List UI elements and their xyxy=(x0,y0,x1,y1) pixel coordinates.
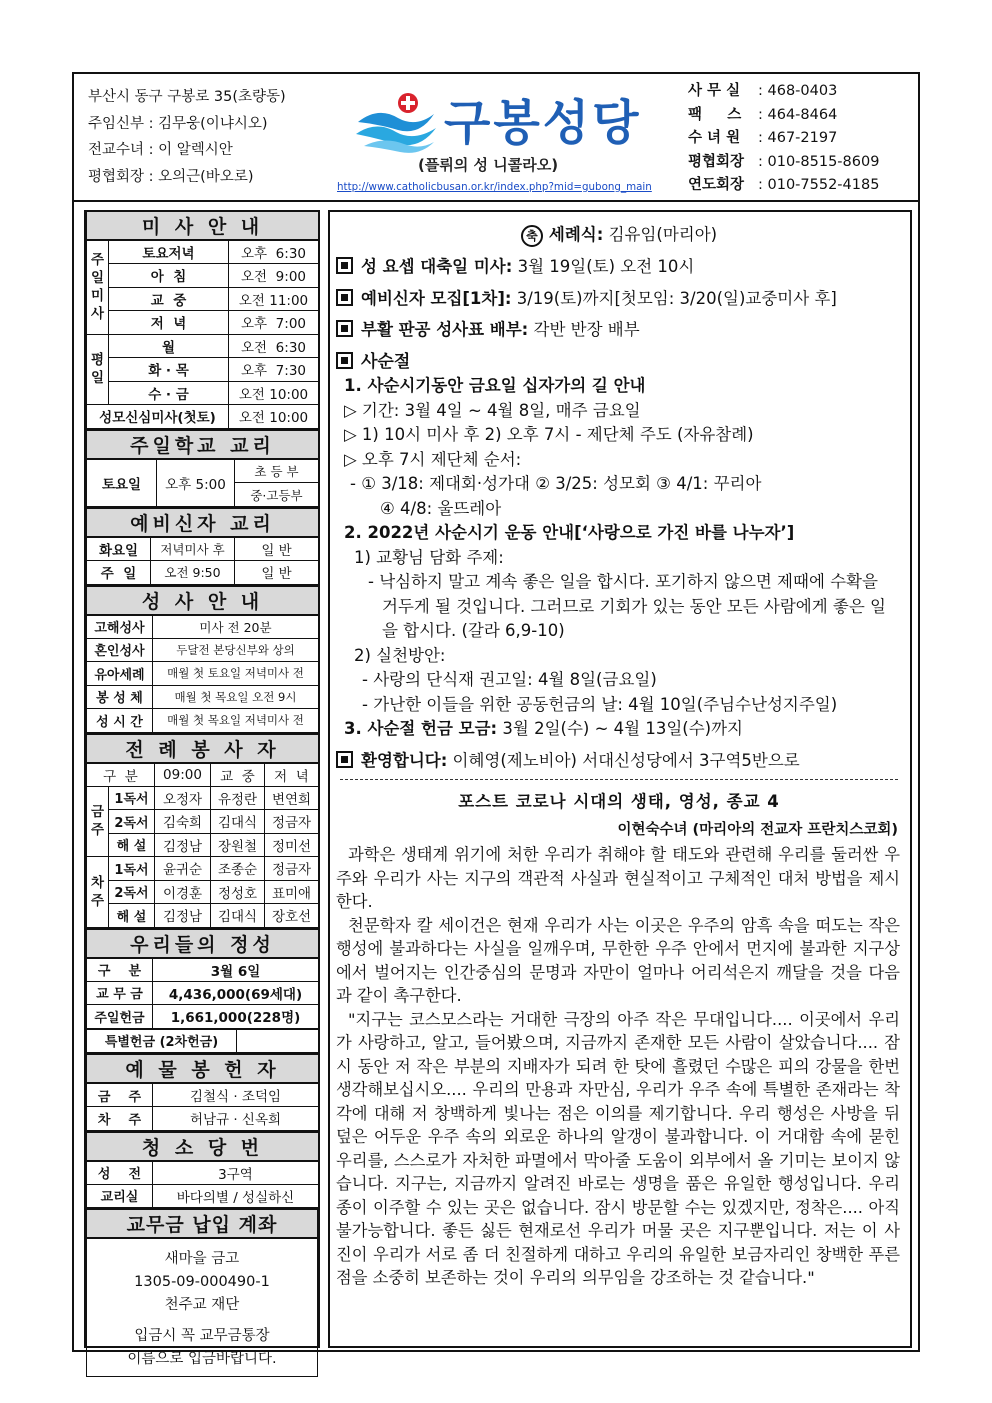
next-week-label: 차주 xyxy=(87,857,109,928)
contact-fax: 팩 스 : 464-8464 xyxy=(688,106,838,123)
offering-table: 우리들의 정성 구 분 3월 6일 교 무 금 4,436,000(69세대) 주일헌금 1,661,000(228명) xyxy=(86,928,319,1029)
contact-council: 평협회장 : 010-8515-8609 xyxy=(688,153,880,170)
special-offering-table: 특별헌금 (2차헌금) xyxy=(86,1029,319,1054)
section-title-sunday-school: 주일학교 교리 xyxy=(87,430,319,459)
article-body: 과학은 생태계 위기에 처한 우리가 취해야 할 태도와 관련해 우리를 둘러싼 우주와 우리가 사는 지구의 객관적 사실과 현실적이고 구체적인 대처 방법을 제시한다. 천문학자 칼 세이건은 현재 우리가 사는 이곳은 우주의 암흑 속을 떠도는 작은 행성에 불과하다는 사실을 일깨우며, 무한한 우주 안에서 먼지에 불과한 지구상에서 벌어지는 인간중심의 문명과 자만이 얼마나 어리석은지 깨달을 것을 다음과 같이 촉구한다. "지구는 코스모스라는 거대한 극장의 아주 작은 무대입니다.... 이곳에서 우리가 사랑하고, 알고, 들어봤으며, 지금까지 존재한 모든 사람이 살았습니다.... 잠시 동안 저 작은 부분의 지배자가 되려 한 탓에 흘렸던 수많은 피의 강물을 한번 생각해보십시오.... 우리의 만용과 자만심, 우리가 우주 속에 특별한 존재라는 착각에 대해 저 창백하게 빛나는 점은 이의를 제기합니다. 우리 행성은 사방을 뒤덮은 어두운 우주 속의 외로운 하나의 알갱이 불과합니다. 이 거대함 속에 묻힌 우리를, 스스로가 자처한 파멸에서 막아줄 도움이 외부에서 올 기미는 보이지 않습니다. 지구는, 지금까지 알려진 바로는 생명을 품은 유일한 행성입니다. 우리 종이 이주할 수 있는 곳은 없습니다. 잠시 방문할 수는 있겠지만, 정착은.... 아직 불가능합니다. 좋든 싫든 현재로선 우리가 머물 곳은 지구뿐입니다. 저는 이 사진이 우리가 서로 좀 더 친절하게 대하고 우리의 유일한 보금자리인 창백한 푸른 점을 소중히 보존하는 것이 우리의 의무임을 강조하는 것 같습니다." xyxy=(336,845,900,1287)
section-title-mass: 미 사 안 내 xyxy=(87,212,319,240)
parish-url-link[interactable]: http://www.catholicbusan.or.kr/index.php?mid=gubong_main xyxy=(337,181,652,193)
gift-offerers-table: 예 물 봉 헌 자 금 주 김철식 · 조덕임 차 주 허남규 · 신옥희 xyxy=(86,1053,319,1131)
account-table xyxy=(86,1208,318,1377)
section-title-gift: 예 물 봉 헌 자 xyxy=(87,1054,319,1083)
lent-campaign-title: 2. 2022년 사순시기 운동 안내[‘사랑으로 가진 바를 나누자’] xyxy=(344,523,795,542)
catholic-cross-wave-logo-icon xyxy=(354,92,438,154)
parish-council-president: 평협회장 : 오의근(바오로) xyxy=(88,168,254,185)
lent-collection: 3. 사순절 헌금 모금: 3월 2일(수) ~ 4월 13일(수)까지 xyxy=(344,719,743,738)
parish-title: 구봉성당 xyxy=(444,95,642,151)
contact-convent: 수 녀 원 : 467-2197 xyxy=(688,130,838,146)
parish-nun: 전교수녀 : 이 알렉시안 xyxy=(88,142,233,158)
mass-schedule-table: 미 사 안 내 주일미사 토요저녁 오후 6:30 아 침 오전 9:00 교 중 오전 11:00 저 녁 오후 7:00 평일 월 오전 6:30 화 · 목 오후 7:30 수 · 금 오전 10:00 성모신심미사(첫토) 오전 10:00 xyxy=(86,212,319,429)
sacrament-table: 성 사 안 내 고해성사 미사 전 20분 혼인성사 두달전 본당신부와 상의 유아세례 매월 첫 토요일 저녁미사 전 봉 성 체 매월 첫 목요일 오전 9시 성 시 간 매월 첫 목요일 저녁미사 전 xyxy=(86,585,319,733)
square-bullet-icon xyxy=(336,751,353,768)
dashed-divider xyxy=(340,779,898,780)
parish-subtitle: (플뤼의 성 니콜라오) xyxy=(418,156,559,174)
parish-address: 부산시 동구 구봉로 35(초량동) xyxy=(88,89,286,105)
bulletin-header xyxy=(74,74,918,202)
article-author: 이현숙수녀 (마리아의 전교자 프란치스코회) xyxy=(617,822,898,838)
announcements-column: 축 세례식: 김유임(마리아) 성 요셉 대축일 미사: 3월 19일(토) 오전 10시 예비신자 모집[1차]: 3/19(토)까지[첫모임: 3/20(일)교중미사 후] 부활 판공 성사표 배부: 각반 반장 배부 사순절 1. 사순시기동안 금요일 십자가의 길 안내 ▷ 기간: 3월 4일 ~ 4월 8일, 매주 금요일 ▷ 1) 10시 미사 후 2) 오후 7시 - 제단체 주도 (자유참례) ▷ 오후 7시 제단체 순서: - ① 3/18: 제대회·성가대 ② 3/25: 성모회 ③ 4/1: 꾸리아 ④ 4/8: 울뜨레아 2. 2022년 사순시기 운동 안내[‘사랑으로 가진 바를 나누자’] 1) 교황님 담화 주제: - 낙심하지 말고 계속 좋은 일을 합시다. 포기하지 않으면 제때에 수확을 거두게 될 것입니다. 그러므로 기회가 있는 동안 모든 사람에게 좋은 일을 합시다. (갈라 6,9-10) 2) 실천방안: - 사랑의 단식재 권고일: 4월 8일(금요일) - 가난한 이들을 위한 공동헌금의 날: 4월 10일(주님수난성지주일) 3. 사순절 헌금 모금: 3월 2일(수) ~ 4월 13일(수)까지 환영합니다: 이혜영(제노비아) 서대신성당에서 3구역5반으로 포스트 코로나 시대의 생태, 영성, 종교 4 이현숙수녀 (마리아의 전교자 프란치스코회) 과학은 생태계 위기에 처한 우리가 취해야 할 태도와 관련해 우리를 둘러싼 우주와 우리가 사는 지구의 객관적 사실과 현실적이고 구체적인 대처 방법을 제시한다. 천문학자 칼 세이건은 현재 우리가 사는 이곳은 우주의 암흑 속을 떠도는 작은 행성에 불과하다는 사실을 일깨우며, 무한한 우주 안에서 먼지에 불과한 지구상에서 벌어지는 인간중심의 문명과 자만이 얼마나 어리석은지 깨달을 것을 다음과 같이 촉구한다. "지구는 코스모스라는 거대한 극장의 아주 작은 무대입니다.... 이곳에서 우리가 사랑하고, 알고, 들어봤으며, 지금까지 존재한 모든 사람이 살았습니다.... 잠시 동안 저 작은 부분의 지배자가 되려 한 탓에 흘렸던 수많은 피의 강물을 한번 생각해보십시오.... 우리의 만용과 자만심, 우리가 우주 속에 특별한 존재라는 착각에 대해 저 창백하게 빛나는 점은 이의를 제기합니다. 우리 행성은 사방을 뒤덮은 어두운 우주 속의 외로운 하나의 알갱이 불과합니다. 이 거대함 속에 묻힌 우리를, 스스로가 자처한 파멸에서 막아줄 도움이 외부에서 올 기미는 보이지 않습니다. 지구는, 지금까지 알려진 바로는 생명을 품은 유일한 행성입니다. 우리 종이 이주할 수 있는 곳은 없습니다. 잠시 방문할 수는 있겠지만, 정착은.... 아직 불가능합니다. 좋든 싫든 현재로선 우리가 머물 곳은 지구뿐입니다. 저는 이 사진이 우리가 서로 좀 더 친절하게 대하고 우리의 유일한 보금자리인 창백한 푸른 점을 소중히 보존하는 것이 우리의 의무임을 강조하는 것 같습니다." xyxy=(328,210,912,1348)
square-bullet-icon xyxy=(336,257,353,274)
cleaning-duty-table: 청 소 당 번 성 전 3구역 교리실 바다의별 / 성실하신 xyxy=(86,1131,319,1209)
parish-logo-block xyxy=(337,88,674,198)
square-bullet-icon xyxy=(336,289,353,306)
account-info: 새마을 금고 1305-09-000490-1 천주교 재단 입금시 꼭 교무금통장 이름으로 입금바랍니다. xyxy=(87,1238,318,1376)
notice-catechumen-recruit: 예비신자 모집[1차]: 3/19(토)까지[첫모임: 3/20(일)교중미사 후] xyxy=(336,287,902,312)
parish-pastor: 주임신부 : 김무웅(이냐시오) xyxy=(88,115,268,132)
catechumen-table: 예비신자 교리 화요일 저녁미사 후 일 반 주 일 오전 9:50 일 반 xyxy=(86,507,319,585)
section-title-catechumen: 예비신자 교리 xyxy=(87,508,319,537)
square-bullet-icon xyxy=(336,352,353,369)
notice-easter-confession: 부활 판공 성사표 배부: 각반 반장 배부 xyxy=(336,318,902,343)
contact-list xyxy=(688,80,879,198)
parish-info xyxy=(88,84,286,190)
circle-celebrate-icon: 축 xyxy=(521,225,543,247)
contact-memorial: 연도회장 : 010-7552-4185 xyxy=(688,177,880,193)
article-title: 포스트 코로나 시대의 생태, 영성, 종교 4 xyxy=(458,792,780,811)
notice-welcome: 환영합니다: 이혜영(제노비아) 서대신성당에서 3구역5반으로 xyxy=(336,749,902,774)
bulletin-page xyxy=(72,72,920,1367)
section-title-sacrament: 성 사 안 내 xyxy=(87,586,319,615)
square-bullet-icon xyxy=(336,320,353,337)
baptism-notice: 축 세례식: 김유임(마리아) xyxy=(336,221,902,247)
special-mass-name: 성모신심미사(첫토) xyxy=(87,405,229,429)
notice-lent: 사순절 xyxy=(336,350,902,375)
section-title-servers: 전 례 봉 사 자 xyxy=(87,734,319,763)
info-sidebar xyxy=(84,210,320,1367)
contact-office: 사 무 실 : 468-0403 xyxy=(688,83,838,99)
sunday-mass-label: 주일미사 xyxy=(87,240,109,334)
weekday-mass-label: 평일 xyxy=(87,334,109,405)
this-week-label: 금주 xyxy=(87,786,109,857)
section-title-account: 교무금 납입 계좌 xyxy=(87,1209,318,1238)
sunday-school-table: 주일학교 교리 토요일 오후 5:00 초 등 부 중·고등부 xyxy=(86,429,319,508)
notice-joseph-mass: 성 요셉 대축일 미사: 3월 19일(토) 오전 10시 xyxy=(336,255,902,280)
liturgy-servers-table: 전 례 봉 사 자 구 분 09:00 교 중 저 녁 금주 1독서 오정자 유정란 변연희 2독서 김숙희 김대식 정금자 해 설 김정남 장원철 정미선 차주 1독서 윤귀순 조종순 정금자 2독서 이경훈 정성호 표미애 해 설 김정남 김대식 장호선 xyxy=(86,733,319,928)
section-title-offering: 우리들의 정성 xyxy=(87,929,319,958)
section-title-cleaning: 청 소 당 번 xyxy=(87,1132,319,1161)
lent-stations-title: 1. 사순시기동안 금요일 십자가의 길 안내 xyxy=(344,376,646,395)
